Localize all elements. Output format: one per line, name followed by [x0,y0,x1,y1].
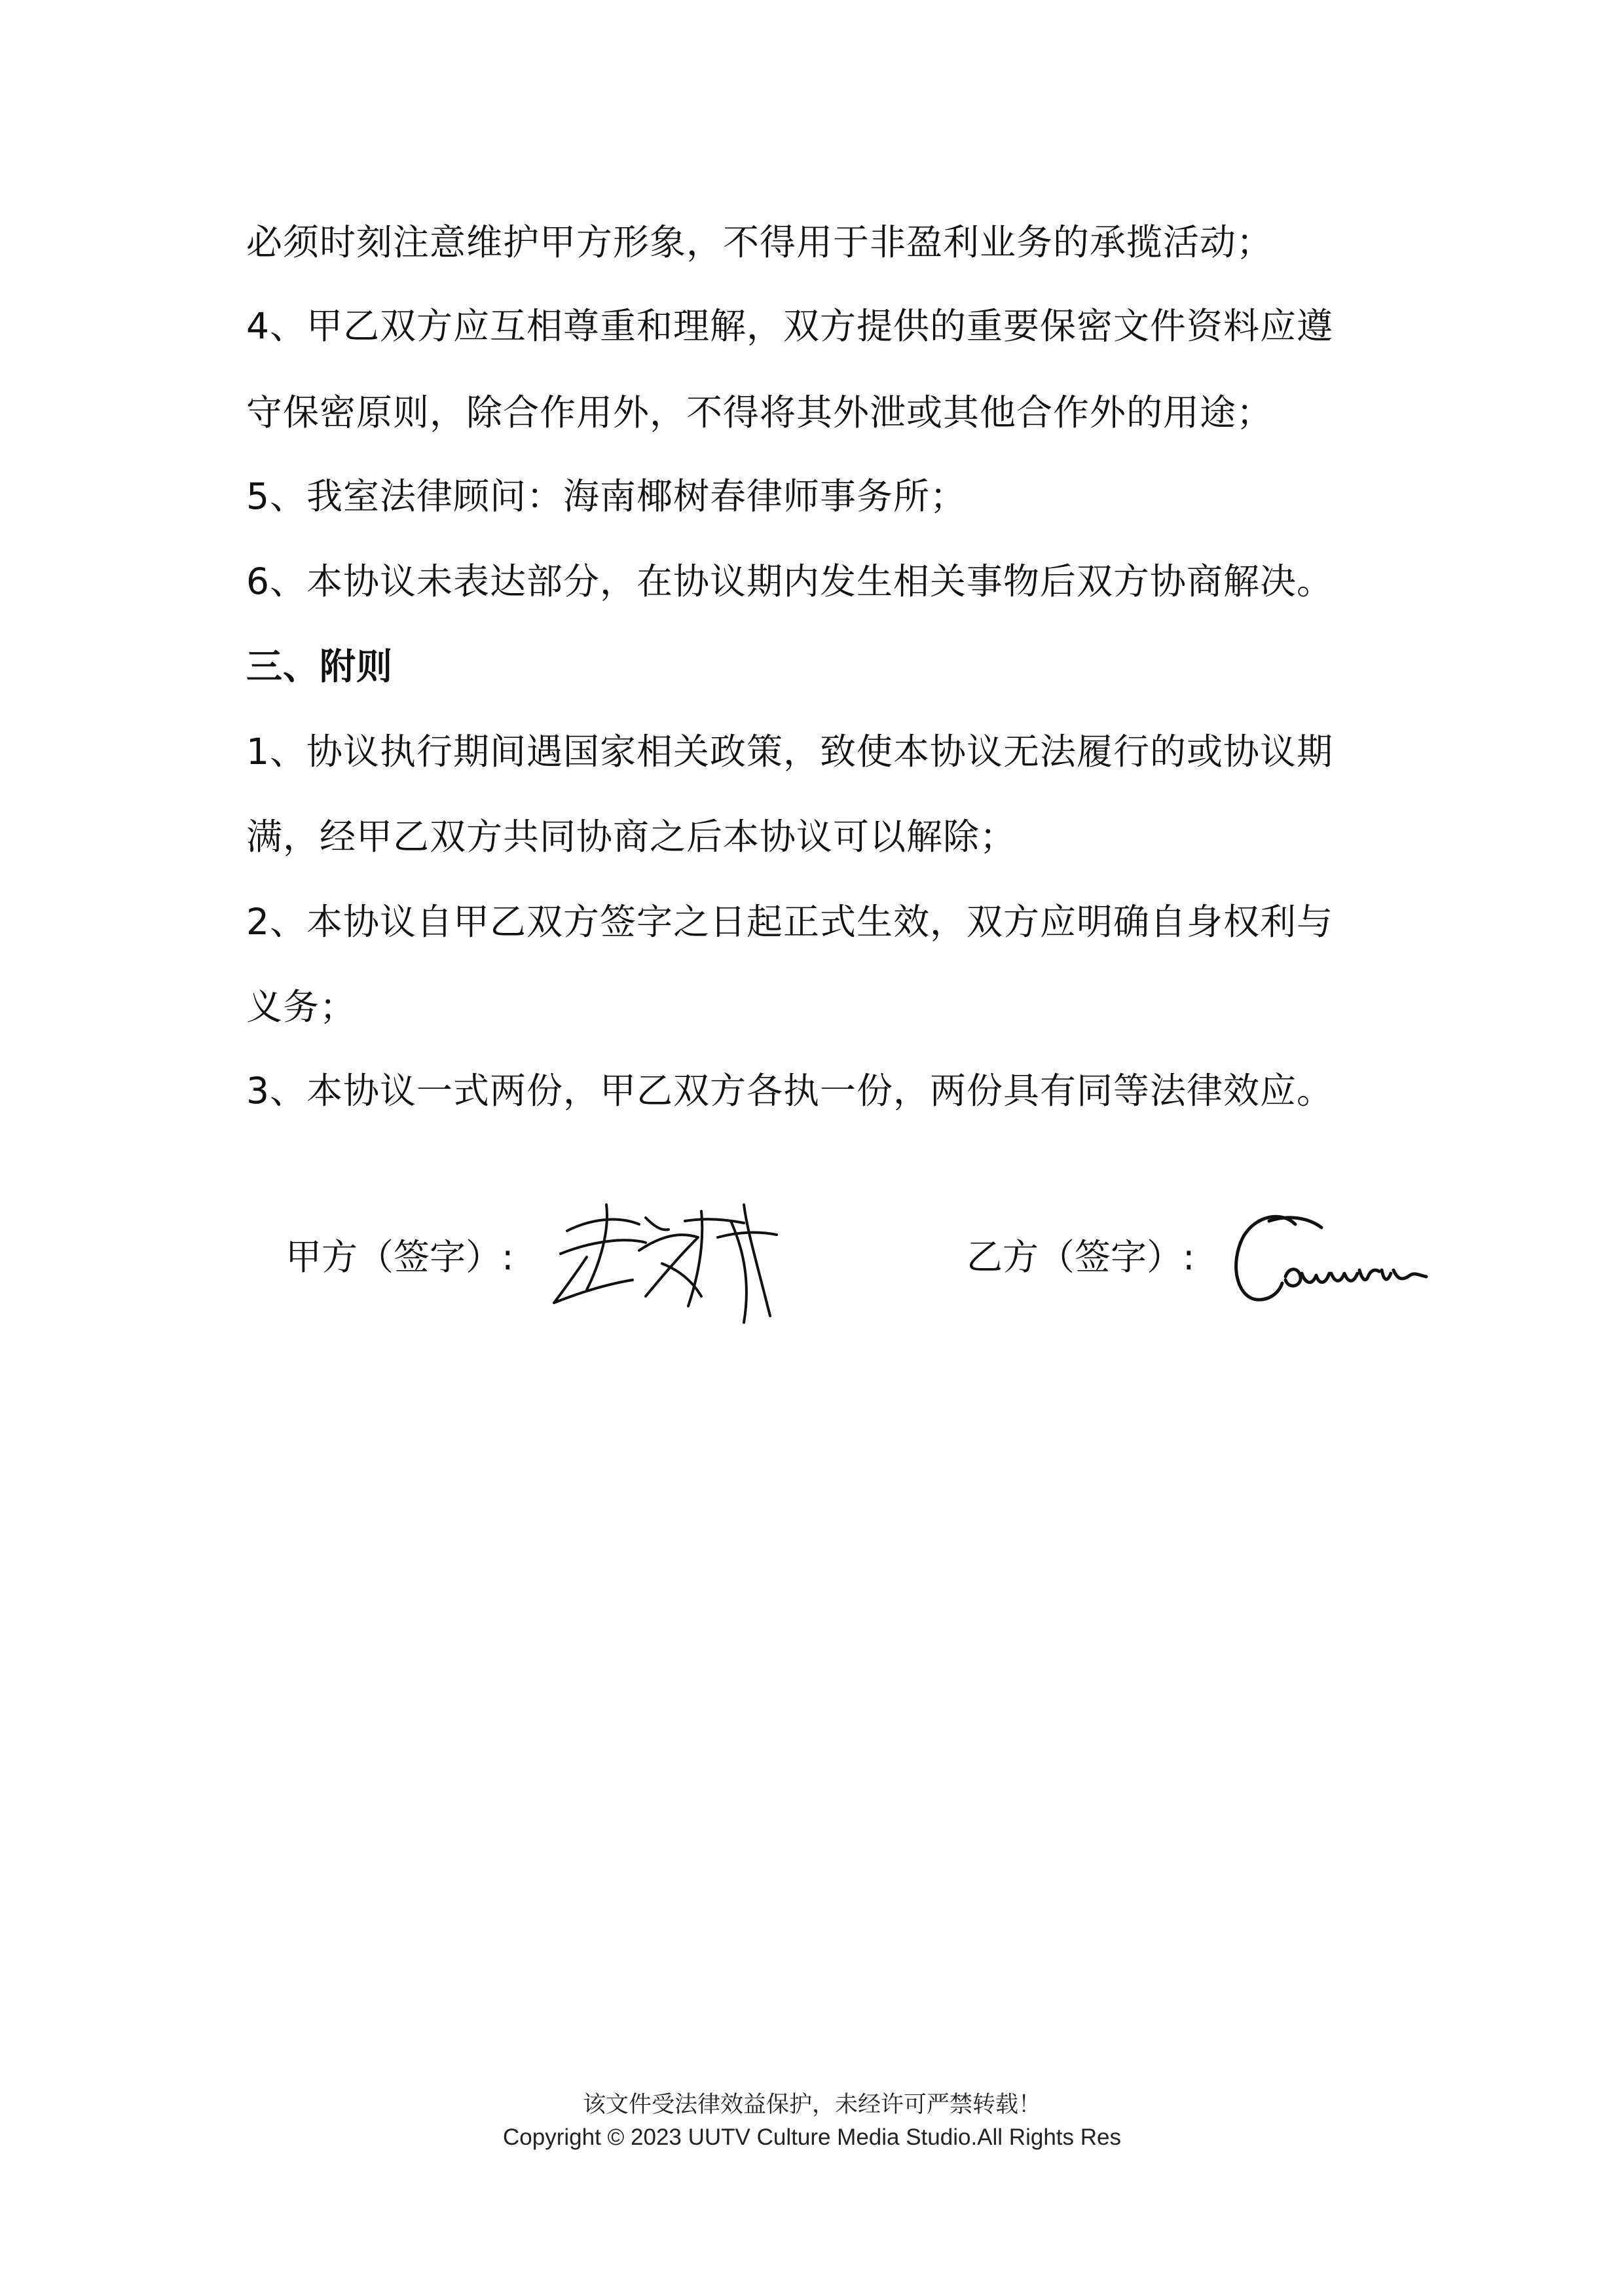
clause-4-line: 4、甲乙双方应互相尊重和理解，双方提供的重要保密文件资料应遵 [246,305,1333,347]
appendix-3-line: 3、本协议一式两份，甲乙双方各执一份，两份具有同等法律效应。 [246,1070,1333,1112]
party-b-signature-label: 乙方（签字）: [967,1236,1195,1278]
clause-text-line: 必须时刻注意维护甲方形象，不得用于非盈利业务的承揽活动； [246,221,1274,263]
clause-text-line: 义务； [246,986,357,1028]
clause-6-line: 6、本协议未表达部分，在协议期内发生相关事物后双方协商解决。 [246,560,1333,602]
party-b-signature-image [1223,1205,1433,1316]
footer-copyright: Copyright © 2023 UUTV Culture Media Studio.All Rights Res [503,2124,1121,2150]
appendix-2-line: 2、本协议自甲乙双方签字之日起正式生效，双方应明确自身权利与 [246,901,1333,943]
party-a-signature-image [547,1192,796,1329]
clause-5-line: 5、我室法律顾问：海南椰树春律师事务所； [246,475,967,517]
clause-text-line: 守保密原则，除合作用外，不得将其外泄或其他合作外的用途； [246,392,1274,433]
party-a-signature-label: 甲方（签字）: [286,1236,514,1278]
section-heading: 三、附则 [246,646,394,687]
footer-notice: 该文件受法律效益保护，未经许可严禁转载！ [582,2092,1041,2118]
appendix-1-line: 1、协议执行期间遇国家相关政策，致使本协议无法履行的或协议期 [246,731,1333,773]
clause-text-line: 满，经甲乙双方共同协商之后本协议可以解除； [246,816,1017,858]
